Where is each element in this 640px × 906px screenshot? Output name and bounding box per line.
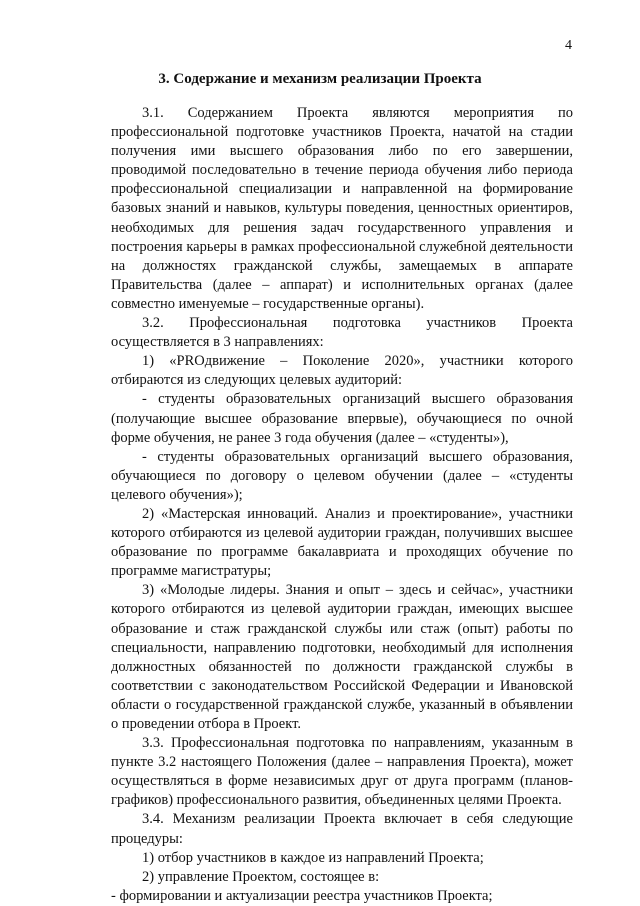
list-item-procedure-2: 2) управление Проектом, состоящее в: xyxy=(142,868,380,885)
list-item-procedure-1: 1) отбор участников в каждое из направлений Проекта; xyxy=(142,849,484,866)
list-item-direction-3: 3) «Молодые лидеры. Знания и опыт – здесь и сейчас», участники которого отбираются из целевой аудитории граждан, имеющих высшее образование и стаж гражданской службы или стаж (опыт) работы по специальности, направлению подготовки, необходимый для исполнения должностных обязанностей по должности гражданской службы в соответствии с законодательством Российской Федерации и Ивановской области о государственной гражданской службе, указанный в объявлении о проведении отбора в Проект. xyxy=(111,582,573,732)
list-item-direction-1: 1) «PROдвижение – Поколение 2020», участники которого отбираются из следующих целевых аудиторий: xyxy=(111,353,573,389)
page-number: 4 xyxy=(565,38,572,53)
document-body xyxy=(111,104,573,906)
list-item-registry: - формировании и актуализации реестра участников Проекта; xyxy=(111,887,493,904)
list-item-direction-2: 2) «Мастерская инноваций. Анализ и проектирование», участники которого отбираются из целевой аудитории граждан, получивших высшее образование по программе бакалавриата и проходящих обучение по программе магистратуры; xyxy=(111,505,573,580)
list-item-target-students: - студенты образовательных организаций высшего образования, обучающиеся по договору о целевом обучении (далее – «студенты целевого обучения»); xyxy=(111,448,573,503)
paragraph-3-1: 3.1. Содержанием Проекта являются мероприятия по профессиональной подготовке участников Проекта, начатой на стадии получения ими высшего образования либо по его завершении, проводимой последовательно в течение периода обучения либо периода профессиональной специализации и направленной на формирование базовых знаний и навыков, культуры поведения, ценностных ориентиров, необходимых для решения задач государственного управления и построения карьеры в рамках профессиональной служебной деятельности на должностях гражданской службы, замещаемых в аппарате Правительства (далее – аппарат) и исполнительных органах (далее совместно именуемые – государственные органы). xyxy=(111,105,573,312)
paragraph-3-4: 3.4. Механизм реализации Проекта включает в себя следующие процедуры: xyxy=(111,811,573,847)
list-item-students: - студенты образовательных организаций высшего образования (получающие высшее образование впервые), обучающиеся по очной форме обучения, не ранее 3 года обучения (далее – «студенты»), xyxy=(111,391,573,446)
section-title: 3. Содержание и механизм реализации Проекта xyxy=(158,71,482,87)
paragraph-3-2: 3.2. Профессиональная подготовка участников Проекта осуществляется в 3 направлениях: xyxy=(111,315,573,351)
paragraph-3-3: 3.3. Профессиональная подготовка по направлениям, указанным в пункте 3.2 настоящего Положения (далее – направления Проекта), может осуществляться в форме независимых друг от друга программ (планов-графиков) профессионального развития, объединенных целями Проекта. xyxy=(111,735,573,809)
